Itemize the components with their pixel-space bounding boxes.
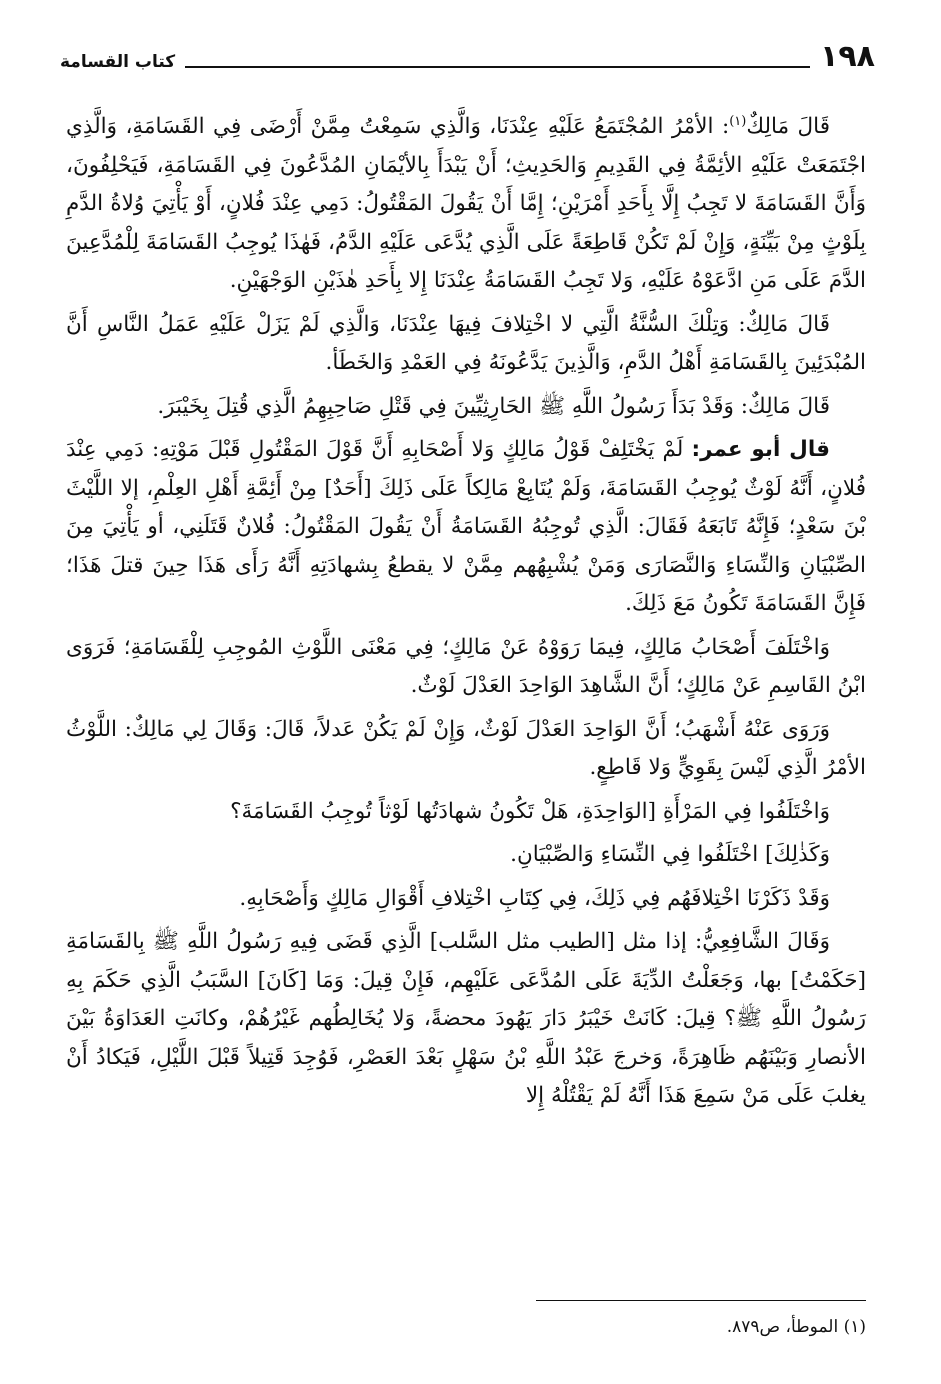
page-header <box>60 34 875 74</box>
paragraph-text: وَكَذٰلِكَ] اخْتَلَفُوا فِي النِّسَاءِ وَالصِّبْيَانِ. <box>510 842 830 867</box>
paragraph <box>66 880 866 919</box>
running-title: كتاب القسامة <box>60 52 176 72</box>
paragraph-text: قَالَ مَالِكٌ: وَتِلْكَ السُّنَّةُ الَّتِي لا اخْتِلافَ فِيهَا عِنْدَنَا، وَالَّذِي لَمْ يَزَلْ عَلَيْهِ عَمَلُ النَّاسِ أَنَّ المُبْدَئِينَ بِالقَسَامَةِ أَهْلُ الدَّمِ، وَالَّذِينَ يَدَّعُونَهُ فِي العَمْدِ وَالخَطَأ. <box>66 311 866 375</box>
paragraph <box>66 629 866 706</box>
paragraph-text: وَقَالَ الشَّافِعِيُّ: إذا مثل [الطيب مثل السَّلب] الَّذِي قَضَى فِيهِ رَسُولُ اللَّهِ ﷺ بِالقَسَامَةِ [حَكَمْتُ] بها، وَجَعَلْتُ الدِّيَةَ عَلَى المُدَّعَى عَلَيْهِم، فَإِنْ قِيلَ: وَمَا [كَانَ] السَّبَبُ الَّذِي حَكَمَ بِهِ رَسُولُ اللَّهِ ﷺ؟ قِيلَ: كَانَتْ خَيْبَرُ دَارَ يَهُودَ محضةً، وَلا يُخَالِطُهم غَيْرُهُمْ، وكانَتِ العَدَاوَةُ بَيْنَ الأنصارِ وَبَيْنَهُم ظَاهِرَةً، وَخرجَ عَبْدُ اللَّهِ بْنُ سَهْلٍ بَعْدَ العَصْرِ، فَوُجِدَ قَتِيلاً قَبْلَ اللَّيْلِ، فَيَكادُ أَنْ يغلبَ عَلَى مَنْ سَمِعَ هَذَا أَنَّهُ لَمْ يَقْتُلْهُ إِلا <box>66 929 866 1108</box>
paragraph-text: لَمْ يَخْتَلِفْ قَوْلُ مَالِكٍ وَلا أَصْحَابِهِ أَنَّ قَوْلَ المَقْتُولِ قَبْلَ مَوْتِهِ: دَمِي عِنْدَ فُلانٍ، أَنَّهُ لَوْثٌ يُوجِبُ القَسَامَةَ، وَلَمْ يُتَابِعْ مَالِكاً عَلَى ذَلِكَ [أَحَدٌ] مِنْ أَئِمَّةِ أَهْلِ العِلْمِ، إلا اللَّيْثَ بْنَ سَعْدٍ؛ فَإِنَّهُ تَابَعَهُ فَقَالَ: الَّذِي تُوجِبُهُ القَسَامَةُ أَنْ يَقُولَ المَقْتُولُ: فُلانٌ قَتَلَنِي، أو يَأْتِيَ مِنَ الصِّبْيَانِ وَالنِّسَاءِ وَالنَّصَارَى وَمَنْ يُشْبِهُهم مِمَّنْ لا يقطعُ بِشهادَتِهِ أَنَّهُ رَأَى هَذَا حِينَ قتلَ هَذَا؛ فَإِنَّ القَسَامَةَ تَكُونُ مَعَ ذَلِكَ. <box>66 437 866 616</box>
paragraph <box>66 306 866 383</box>
paragraph <box>66 711 866 788</box>
paragraph-text: قَالَ مَالِكٌ: وَقَدْ بَدَأَ رَسُولُ اللَّهِ ﷺ الحَارِثِيِّينَ فِي قَتْلِ صَاحِبِهِمُ الَّذِي قُتِلَ بِخَيْبَرَ. <box>157 393 830 419</box>
paragraph <box>66 431 866 624</box>
paragraph-text: قَالَ مَالِكٌ <box>746 114 831 139</box>
header-rule <box>185 66 810 68</box>
paragraph <box>66 923 866 1116</box>
footnote-separator <box>536 1300 866 1301</box>
paragraph-text: وَرَوَى عَنْهُ أَشْهَبُ؛ أَنَّ الوَاحِدَ العَدْلَ لَوْثٌ، وَإِنْ لَمْ يَكُنْ عَدلاً، قَالَ: وَقَالَ لِي مَالِكٌ: اللَّوْثُ الأمْرُ الَّذِي لَيْسَ بِقَوِيٍّ وَلا قَاطِعٍ. <box>66 716 866 780</box>
paragraph <box>66 793 866 832</box>
paragraph-text-cont: : الأمْرُ المُجْتَمَعُ عَلَيْهِ عِنْدَنَا، وَالَّذِي سَمِعْتُ مِمَّنْ أَرْضَى فِي القَسَامَةِ، وَالَّذِي اجْتَمَعَتْ عَلَيْهِ الأئِمَّةُ فِي القَدِيمِ وَالحَدِيثِ؛ أَنْ يَبْدَأَ بِالأيْمَانِ المُدَّعُونَ فِي القَسَامَةِ، فَيَحْلِفُونَ، وَأَنَّ القَسَامَةَ لا تَجِبُ إِلَّا بِأَحَدِ أَمْرَيْنِ؛ إِمَّا أَنْ يَقُولَ المَقْتُولُ: دَمِي عِنْدَ فُلانٍ، أَوْ يَأْتِيَ وُلاةُ الدَّمِ بِلَوْثٍ مِنْ بَيِّنَةٍ، وَإِنْ لَمْ تَكُنْ قَاطِعَةً عَلَى الَّذِي يُدَّعَى عَلَيْهِ الدَّمُ، فَهٰذَا يُوجِبُ القَسَامَةَ لِلْمُدَّعِينَ الدَّمَ عَلَى مَنِ ادَّعَوْهُ عَلَيْهِ، وَلا تَجِبُ القَسَامَةُ عِنْدَنَا إِلا بِأَحَدِ هٰذَيْنِ الوَجْهَيْنِ. <box>66 114 866 293</box>
paragraph <box>66 388 866 427</box>
page-number: ١٩٨ <box>820 39 875 74</box>
paragraph-text: وَاخْتَلَفُوا فِي المَرْأَةِ [الوَاحِدَةِ، هَلْ تَكُونُ شهادَتُها لَوْثاً تُوجِبُ القَسَامَةَ؟ <box>230 798 830 824</box>
main-text <box>66 108 866 1121</box>
paragraph-text: وَاخْتَلَفَ أَصْحَابُ مَالِكٍ، فِيمَا رَوَوْهُ عَنْ مَالِكٍ؛ فِي مَعْنَى اللَّوْثِ المُوجِبِ لِلْقَسَامَةِ؛ فَرَوَى ابْنُ القَاسِمِ عَنْ مَالِكٍ؛ أَنَّ الشَّاهِدَ الوَاحِدَ العَدْلَ لَوْثٌ. <box>66 634 866 698</box>
footnote-marker: (١) <box>729 113 747 129</box>
footnote: (١) الموطأ، ص٨٧٩. <box>726 1317 866 1337</box>
paragraph-lead: قال أبو عمر: <box>691 437 830 462</box>
paragraph-text: وَقَدْ ذَكَرْنَا اخْتِلافَهُم فِي ذَلِكَ، فِي كِتَابِ اخْتِلافِ أَقْوَالِ مَالِكٍ وَأَصْحَابِهِ. <box>239 885 830 911</box>
paragraph <box>66 836 866 875</box>
paragraph <box>66 108 866 301</box>
